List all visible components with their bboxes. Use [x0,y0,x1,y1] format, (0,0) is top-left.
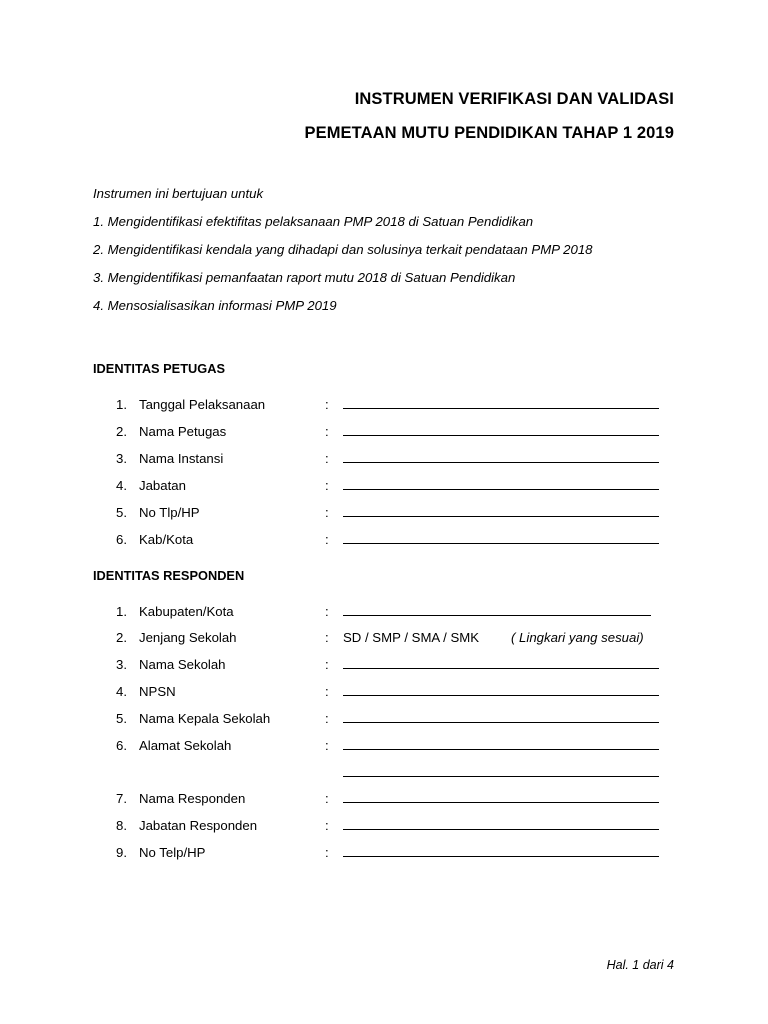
document-title: INSTRUMEN VERIFIKASI DAN VALIDASI [354,90,674,108]
circle-instruction-note: ( Lingkari yang sesuai) [511,630,644,645]
fill-in-line[interactable] [343,722,659,723]
field-label: Jenjang Sekolah [139,630,237,645]
field-label: No Tlp/HP [139,505,200,520]
intro-item: 3. Mengidentifikasi pemanfaatan raport mutu 2018 di Satuan Pendidikan [93,270,516,285]
field-number: 5. [116,505,127,520]
field-label: Jabatan [139,478,186,493]
petugas-field-row [0,532,768,552]
field-colon: : [325,711,329,726]
field-number: 9. [116,845,127,860]
field-colon: : [325,451,329,466]
fill-in-line[interactable] [343,435,659,436]
field-number: 3. [116,451,127,466]
responden-field-row [0,738,768,758]
field-label: Nama Responden [139,791,246,806]
field-colon: : [325,657,329,672]
field-number: 2. [116,424,127,439]
fill-in-line[interactable] [343,516,659,517]
responden-field-row [0,845,768,865]
fill-in-line[interactable] [343,829,659,830]
fill-in-line[interactable] [343,802,659,803]
fill-in-line[interactable] [343,776,659,777]
field-colon: : [325,630,329,645]
intro-item: 2. Mengidentifikasi kendala yang dihadapi dan solusinya terkait pendataan PMP 2018 [93,242,593,257]
field-colon: : [325,424,329,439]
responden-field-row [0,711,768,731]
field-label: Kabupaten/Kota [139,604,234,619]
field-number: 4. [116,478,127,493]
petugas-field-row [0,424,768,444]
field-number: 1. [116,604,127,619]
field-label: Nama Instansi [139,451,224,466]
address-continuation-row [0,765,768,785]
section-heading-responden: IDENTITAS RESPONDEN [93,568,245,583]
field-label: NPSN [139,684,176,699]
field-number: 1. [116,397,127,412]
field-colon: : [325,478,329,493]
responden-field-row [0,630,768,650]
field-number: 2. [116,630,127,645]
petugas-field-row [0,505,768,525]
fill-in-line[interactable] [343,668,659,669]
fill-in-line[interactable] [343,462,659,463]
field-number: 7. [116,791,127,806]
fill-in-line[interactable] [343,695,659,696]
field-colon: : [325,604,329,619]
field-number: 3. [116,657,127,672]
field-number: 6. [116,532,127,547]
field-label: Kab/Kota [139,532,194,547]
field-number: 8. [116,818,127,833]
field-label: Nama Sekolah [139,657,226,672]
responden-field-row [0,791,768,811]
intro-lead: Instrumen ini bertujuan untuk [93,186,264,201]
field-colon: : [325,791,329,806]
petugas-field-row [0,451,768,471]
intro-item: 4. Mensosialisasikan informasi PMP 2019 [93,298,337,313]
responden-field-row [0,604,768,624]
field-colon: : [325,397,329,412]
responden-field-row [0,818,768,838]
fill-in-line[interactable] [343,856,659,857]
field-label: Nama Kepala Sekolah [139,711,271,726]
field-label: Nama Petugas [139,424,227,439]
field-label: Tanggal Pelaksanaan [139,397,266,412]
field-colon: : [325,738,329,753]
responden-field-row [0,657,768,677]
field-number: 6. [116,738,127,753]
fill-in-line[interactable] [343,615,651,616]
school-level-options[interactable]: SD / SMP / SMA / SMK [343,630,480,645]
field-label: No Telp/HP [139,845,206,860]
fill-in-line[interactable] [343,749,659,750]
intro-item: 1. Mengidentifikasi efektifitas pelaksanaan PMP 2018 di Satuan Pendidikan [93,214,534,229]
responden-field-row [0,684,768,704]
petugas-field-row [0,478,768,498]
petugas-field-row [0,397,768,417]
field-colon: : [325,845,329,860]
field-colon: : [325,505,329,520]
field-colon: : [325,818,329,833]
field-label: Alamat Sekolah [139,738,232,753]
page-number: Hal. 1 dari 4 [606,958,674,972]
fill-in-line[interactable] [343,408,659,409]
field-colon: : [325,532,329,547]
field-number: 4. [116,684,127,699]
field-colon: : [325,684,329,699]
field-number: 5. [116,711,127,726]
fill-in-line[interactable] [343,543,659,544]
field-label: Jabatan Responden [139,818,258,833]
fill-in-line[interactable] [343,489,659,490]
document-subtitle: PEMETAAN MUTU PENDIDIKAN TAHAP 1 2019 [304,124,674,142]
section-heading-petugas: IDENTITAS PETUGAS [93,361,226,376]
